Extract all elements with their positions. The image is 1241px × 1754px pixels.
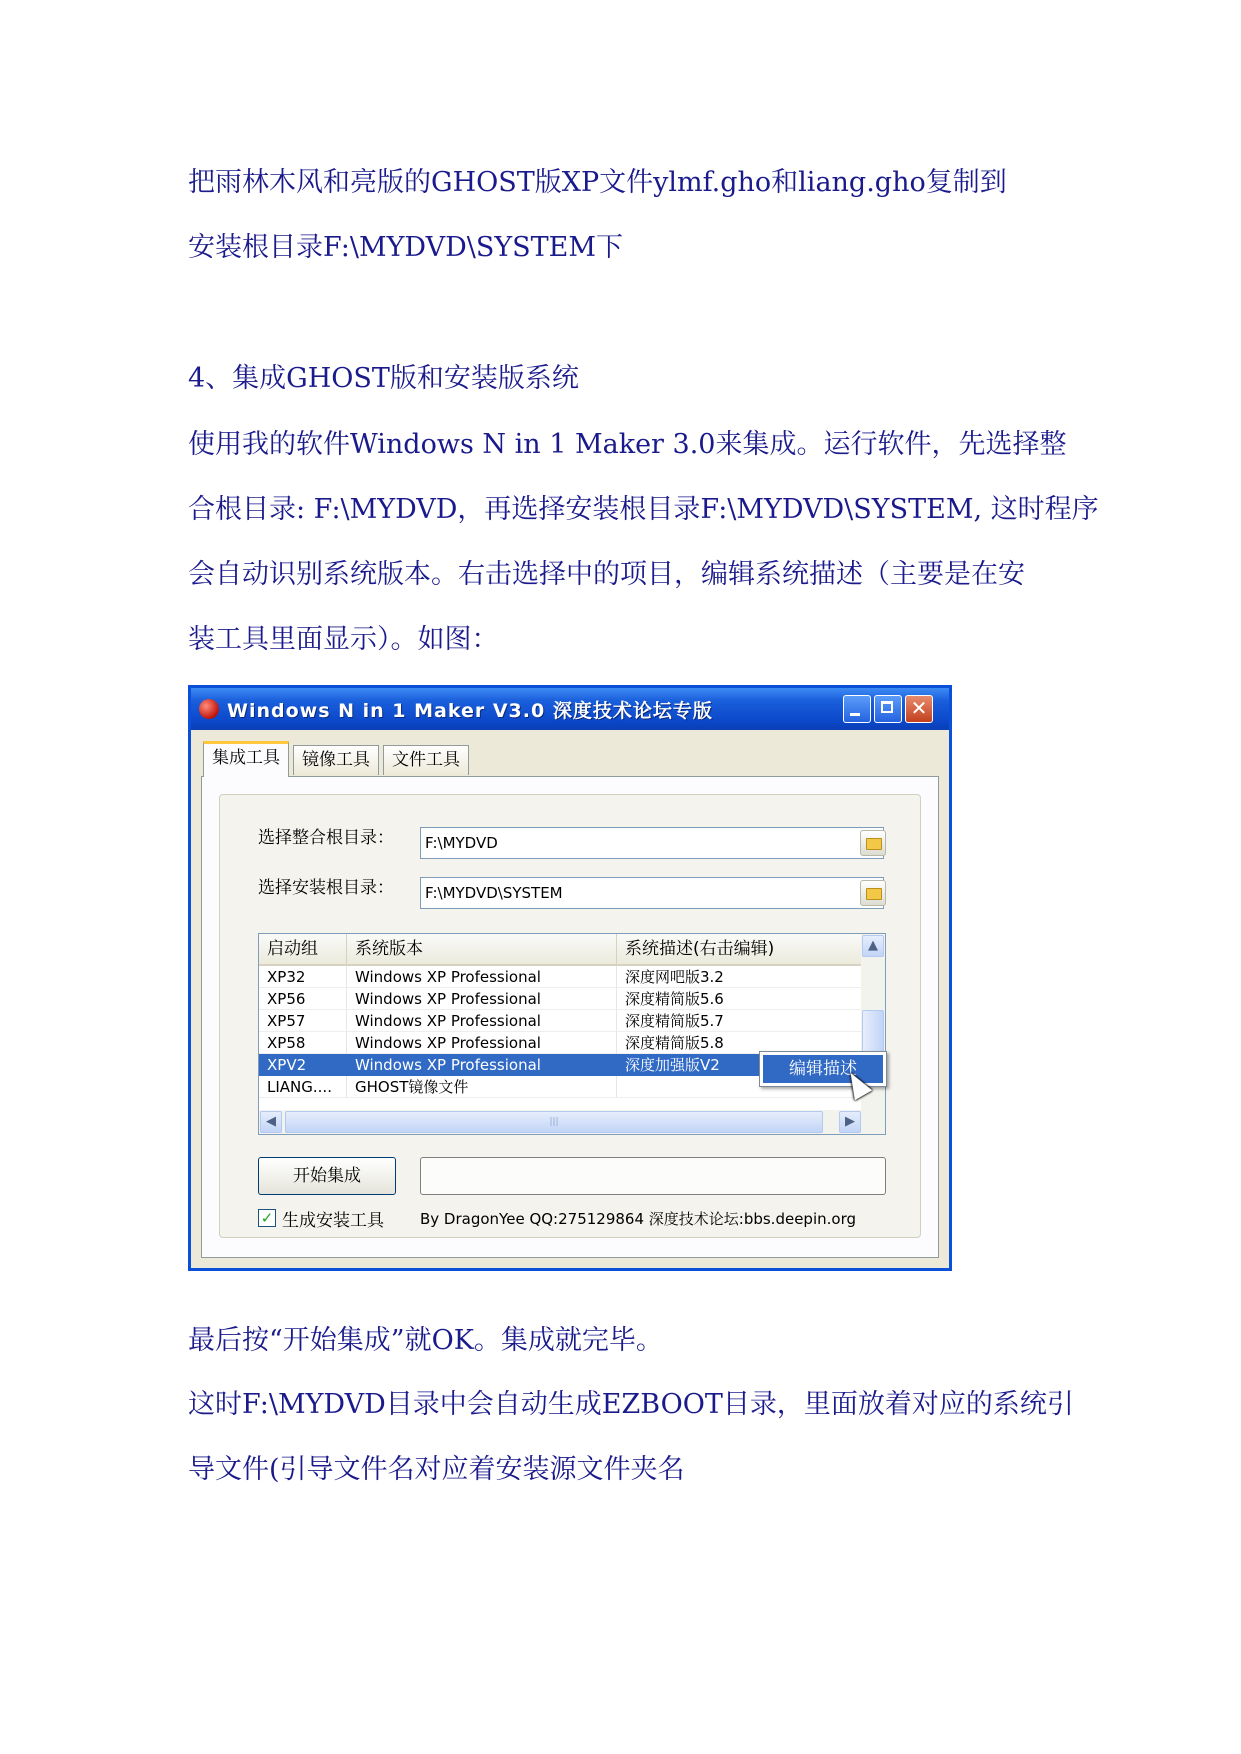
- folder-icon: [866, 888, 882, 900]
- cell-group: XPV2: [259, 1054, 347, 1076]
- generate-installer-checkbox[interactable]: [258, 1209, 276, 1227]
- start-integration-button[interactable]: 开始集成: [258, 1157, 396, 1195]
- tab-image-tools[interactable]: 镜像工具: [293, 745, 379, 775]
- system-list[interactable]: [258, 933, 886, 1135]
- minimize-button[interactable]: [843, 695, 871, 723]
- paragraph-copy-files-line2: 安装根目录F:\MYDVD\SYSTEM下: [188, 232, 624, 263]
- root-dir-input[interactable]: F:\MYDVD: [420, 827, 884, 859]
- scroll-left-icon[interactable]: ◀: [260, 1111, 282, 1133]
- app-icon: [199, 699, 219, 719]
- cell-description: 深度网吧版3.2: [617, 966, 863, 988]
- app-window-screenshot: [188, 685, 952, 1271]
- list-row[interactable]: [259, 1010, 863, 1032]
- cell-description: 深度精简版5.8: [617, 1032, 863, 1054]
- scroll-right-icon[interactable]: ▶: [839, 1111, 861, 1133]
- cell-group: LIANG....: [259, 1076, 347, 1098]
- tab-page-integration: [201, 776, 939, 1258]
- column-header-version[interactable]: 系统版本: [347, 934, 617, 964]
- maximize-icon: [881, 701, 893, 713]
- column-header-group[interactable]: 启动组: [259, 934, 347, 964]
- window-title: Windows N in 1 Maker V3.0 深度技术论坛专版: [227, 700, 713, 722]
- cell-description: 深度精简版5.7: [617, 1010, 863, 1032]
- context-menu: [759, 1051, 887, 1087]
- author-credit: By DragonYee QQ:275129864 深度技术论坛:bbs.deepin.org: [420, 1210, 856, 1228]
- maximize-button[interactable]: [874, 695, 902, 723]
- install-dir-label: 选择安装根目录：: [258, 878, 394, 898]
- folder-icon: [866, 838, 882, 850]
- vertical-scrollbar[interactable]: [861, 934, 885, 1134]
- paragraph-ezboot-line2: 导文件(引导文件名对应着安装源文件夹名: [188, 1454, 685, 1485]
- cell-group: XP57: [259, 1010, 347, 1032]
- paragraph-usage-line4: 装工具里面显示）。如图：: [188, 624, 499, 655]
- generate-installer-label[interactable]: 生成安装工具: [282, 1211, 384, 1231]
- install-dir-input[interactable]: F:\MYDVD\SYSTEM: [420, 877, 884, 909]
- paragraph-finish: 最后按“开始集成”就OK。集成就完毕。: [188, 1325, 663, 1356]
- list-row[interactable]: [259, 988, 863, 1010]
- cell-version: Windows XP Professional: [347, 966, 617, 988]
- cell-description: 深度加强版V2: [617, 1054, 863, 1076]
- tab-integration-tools[interactable]: 集成工具: [203, 741, 289, 777]
- minimize-icon: [850, 713, 860, 716]
- horizontal-scroll-thumb[interactable]: |||: [285, 1111, 823, 1133]
- cell-version: GHOST镜像文件: [347, 1076, 617, 1098]
- cell-version: Windows XP Professional: [347, 1054, 617, 1076]
- progress-bar: [420, 1157, 886, 1195]
- install-dir-browse-button[interactable]: [860, 880, 886, 906]
- paragraph-usage-line3: 会自动识别系统版本。右击选择中的项目，编辑系统描述（主要是在安: [188, 559, 1025, 590]
- cell-group: XP32: [259, 966, 347, 988]
- close-icon: ✕: [910, 696, 928, 720]
- checkmark-icon: ✓: [260, 1209, 274, 1227]
- tab-file-tools[interactable]: 文件工具: [383, 745, 469, 775]
- paragraph-copy-files-line1: 把雨林木风和亮版的GHOST版XP文件ylmf.gho和liang.gho复制到: [188, 167, 1007, 198]
- window-titlebar: [191, 688, 949, 730]
- cell-description: 深度精简版5.6: [617, 988, 863, 1010]
- list-row[interactable]: [259, 966, 863, 988]
- cell-version: Windows XP Professional: [347, 1010, 617, 1032]
- close-button[interactable]: [905, 695, 933, 723]
- settings-group: [219, 794, 921, 1238]
- scroll-up-icon[interactable]: ▲: [862, 935, 884, 957]
- paragraph-ezboot-line1: 这时F:\MYDVD目录中会自动生成EZBOOT目录，里面放着对应的系统引: [188, 1389, 1074, 1420]
- cell-group: XP56: [259, 988, 347, 1010]
- paragraph-usage-line2: 合根目录: F:\MYDVD，再选择安装根目录F:\MYDVD\SYSTEM, 这时程序: [188, 494, 1099, 525]
- cell-version: Windows XP Professional: [347, 988, 617, 1010]
- column-header-description[interactable]: 系统描述(右击编辑): [625, 939, 775, 959]
- cell-version: Windows XP Professional: [347, 1032, 617, 1054]
- root-dir-browse-button[interactable]: [860, 830, 886, 856]
- horizontal-scrollbar[interactable]: [259, 1110, 863, 1134]
- list-header: [259, 934, 863, 966]
- paragraph-usage-line1: 使用我的软件Windows N in 1 Maker 3.0来集成。运行软件，先选择整: [188, 429, 1067, 460]
- context-menu-edit-description[interactable]: 编辑描述: [763, 1055, 883, 1083]
- section-heading-4: 4、集成GHOST版和安装版系统: [188, 363, 579, 394]
- root-dir-label: 选择整合根目录：: [258, 828, 394, 848]
- cell-group: XP58: [259, 1032, 347, 1054]
